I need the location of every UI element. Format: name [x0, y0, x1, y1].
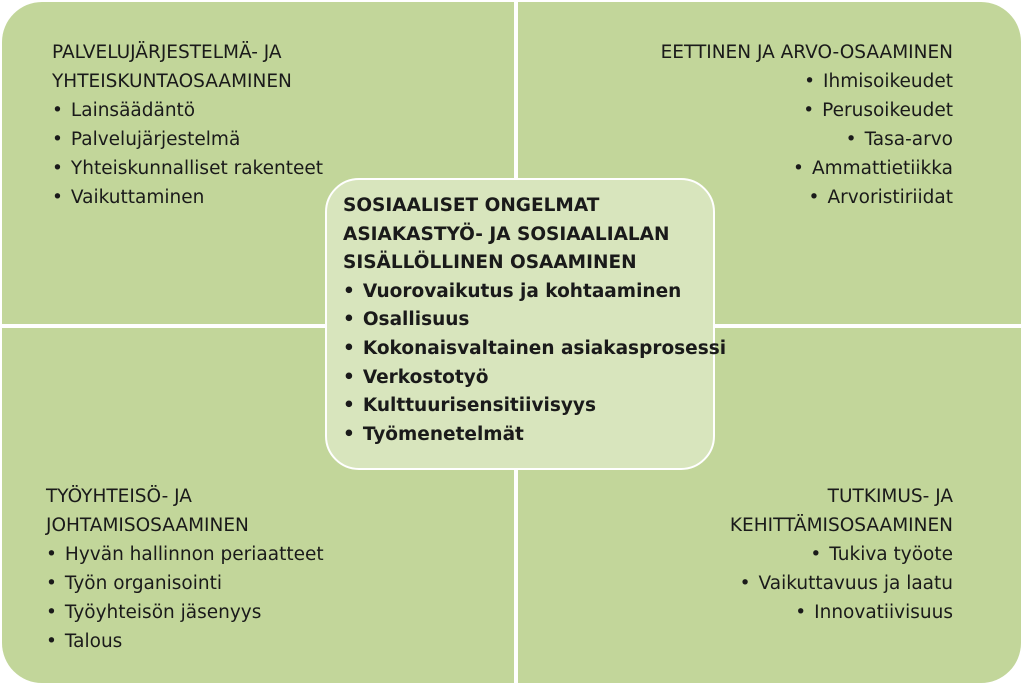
center-title-line: SISÄLLÖLLINEN OSAAMINEN: [343, 252, 637, 274]
list-item: • Perusoikeudet: [661, 96, 953, 125]
list-item: • Talous: [46, 627, 324, 656]
list-item: • Vaikuttaminen: [52, 183, 323, 212]
quadrant-title-line: YHTEISKUNTAOSAAMINEN: [52, 71, 292, 92]
list-item: • Ammattietiikka: [661, 154, 953, 183]
quadrant-item-list: [46, 540, 324, 656]
list-item: • Verkostotyö: [343, 364, 726, 393]
list-item: • Ihmisoikeudet: [661, 67, 953, 96]
quadrant-title-line: TUTKIMUS- JA: [827, 486, 953, 507]
list-item: • Yhteiskunnalliset rakenteet: [52, 154, 323, 183]
quadrant-title-line: TYÖYHTEISÖ- JA: [46, 486, 192, 507]
center-title-line: SOSIAALISET ONGELMAT: [343, 195, 600, 216]
center-item-list: [343, 278, 726, 450]
quadrant-title-line: PALVELUJÄRJESTELMÄ- JA: [52, 42, 282, 63]
list-item: • Kokonaisvaltainen asiakasprosessi: [343, 335, 726, 364]
list-item: • Tukiva työote: [730, 540, 953, 569]
quadrant-title-line: JOHTAMISOSAAMINEN: [46, 515, 249, 536]
list-item: • Vuorovaikutus ja kohtaaminen: [343, 278, 726, 307]
list-item: • Työyhteisön jäsenyys: [46, 598, 324, 627]
list-item: • Tasa-arvo: [661, 125, 953, 154]
list-item: • Hyvän hallinnon periaatteet: [46, 540, 324, 569]
center-box: [325, 178, 727, 470]
list-item: • Arvoristiriidat: [661, 183, 953, 212]
list-item: • Innovatiivisuus: [730, 598, 953, 627]
list-item: • Palvelujärjestelmä: [52, 125, 323, 154]
center-text: [343, 192, 726, 449]
list-item: • Työmenetelmät: [343, 421, 726, 450]
quadrant-title-line: KEHITTÄMISOSAAMINEN: [729, 515, 953, 536]
quadrant-title-line: EETTINEN JA ARVO-OSAAMINEN: [660, 42, 953, 63]
quadrant-item-list: [730, 540, 953, 627]
list-item: • Kulttuurisensitiivisyys: [343, 392, 726, 421]
list-item: • Lainsäädäntö: [52, 96, 323, 125]
list-item: • Vaikuttavuus ja laatu: [730, 569, 953, 598]
list-item: • Työn organisointi: [46, 569, 324, 598]
quadrant-top-left-text: [52, 38, 323, 212]
quadrant-item-list: [52, 96, 323, 212]
list-item: • Osallisuus: [343, 306, 726, 335]
center-title-line: ASIAKASTYÖ- JA SOSIAALIALAN: [343, 223, 670, 245]
quadrant-top-right-text: [661, 38, 953, 212]
quadrant-bottom-left-text: [46, 482, 324, 656]
quadrant-bottom-right-text: [730, 482, 953, 627]
